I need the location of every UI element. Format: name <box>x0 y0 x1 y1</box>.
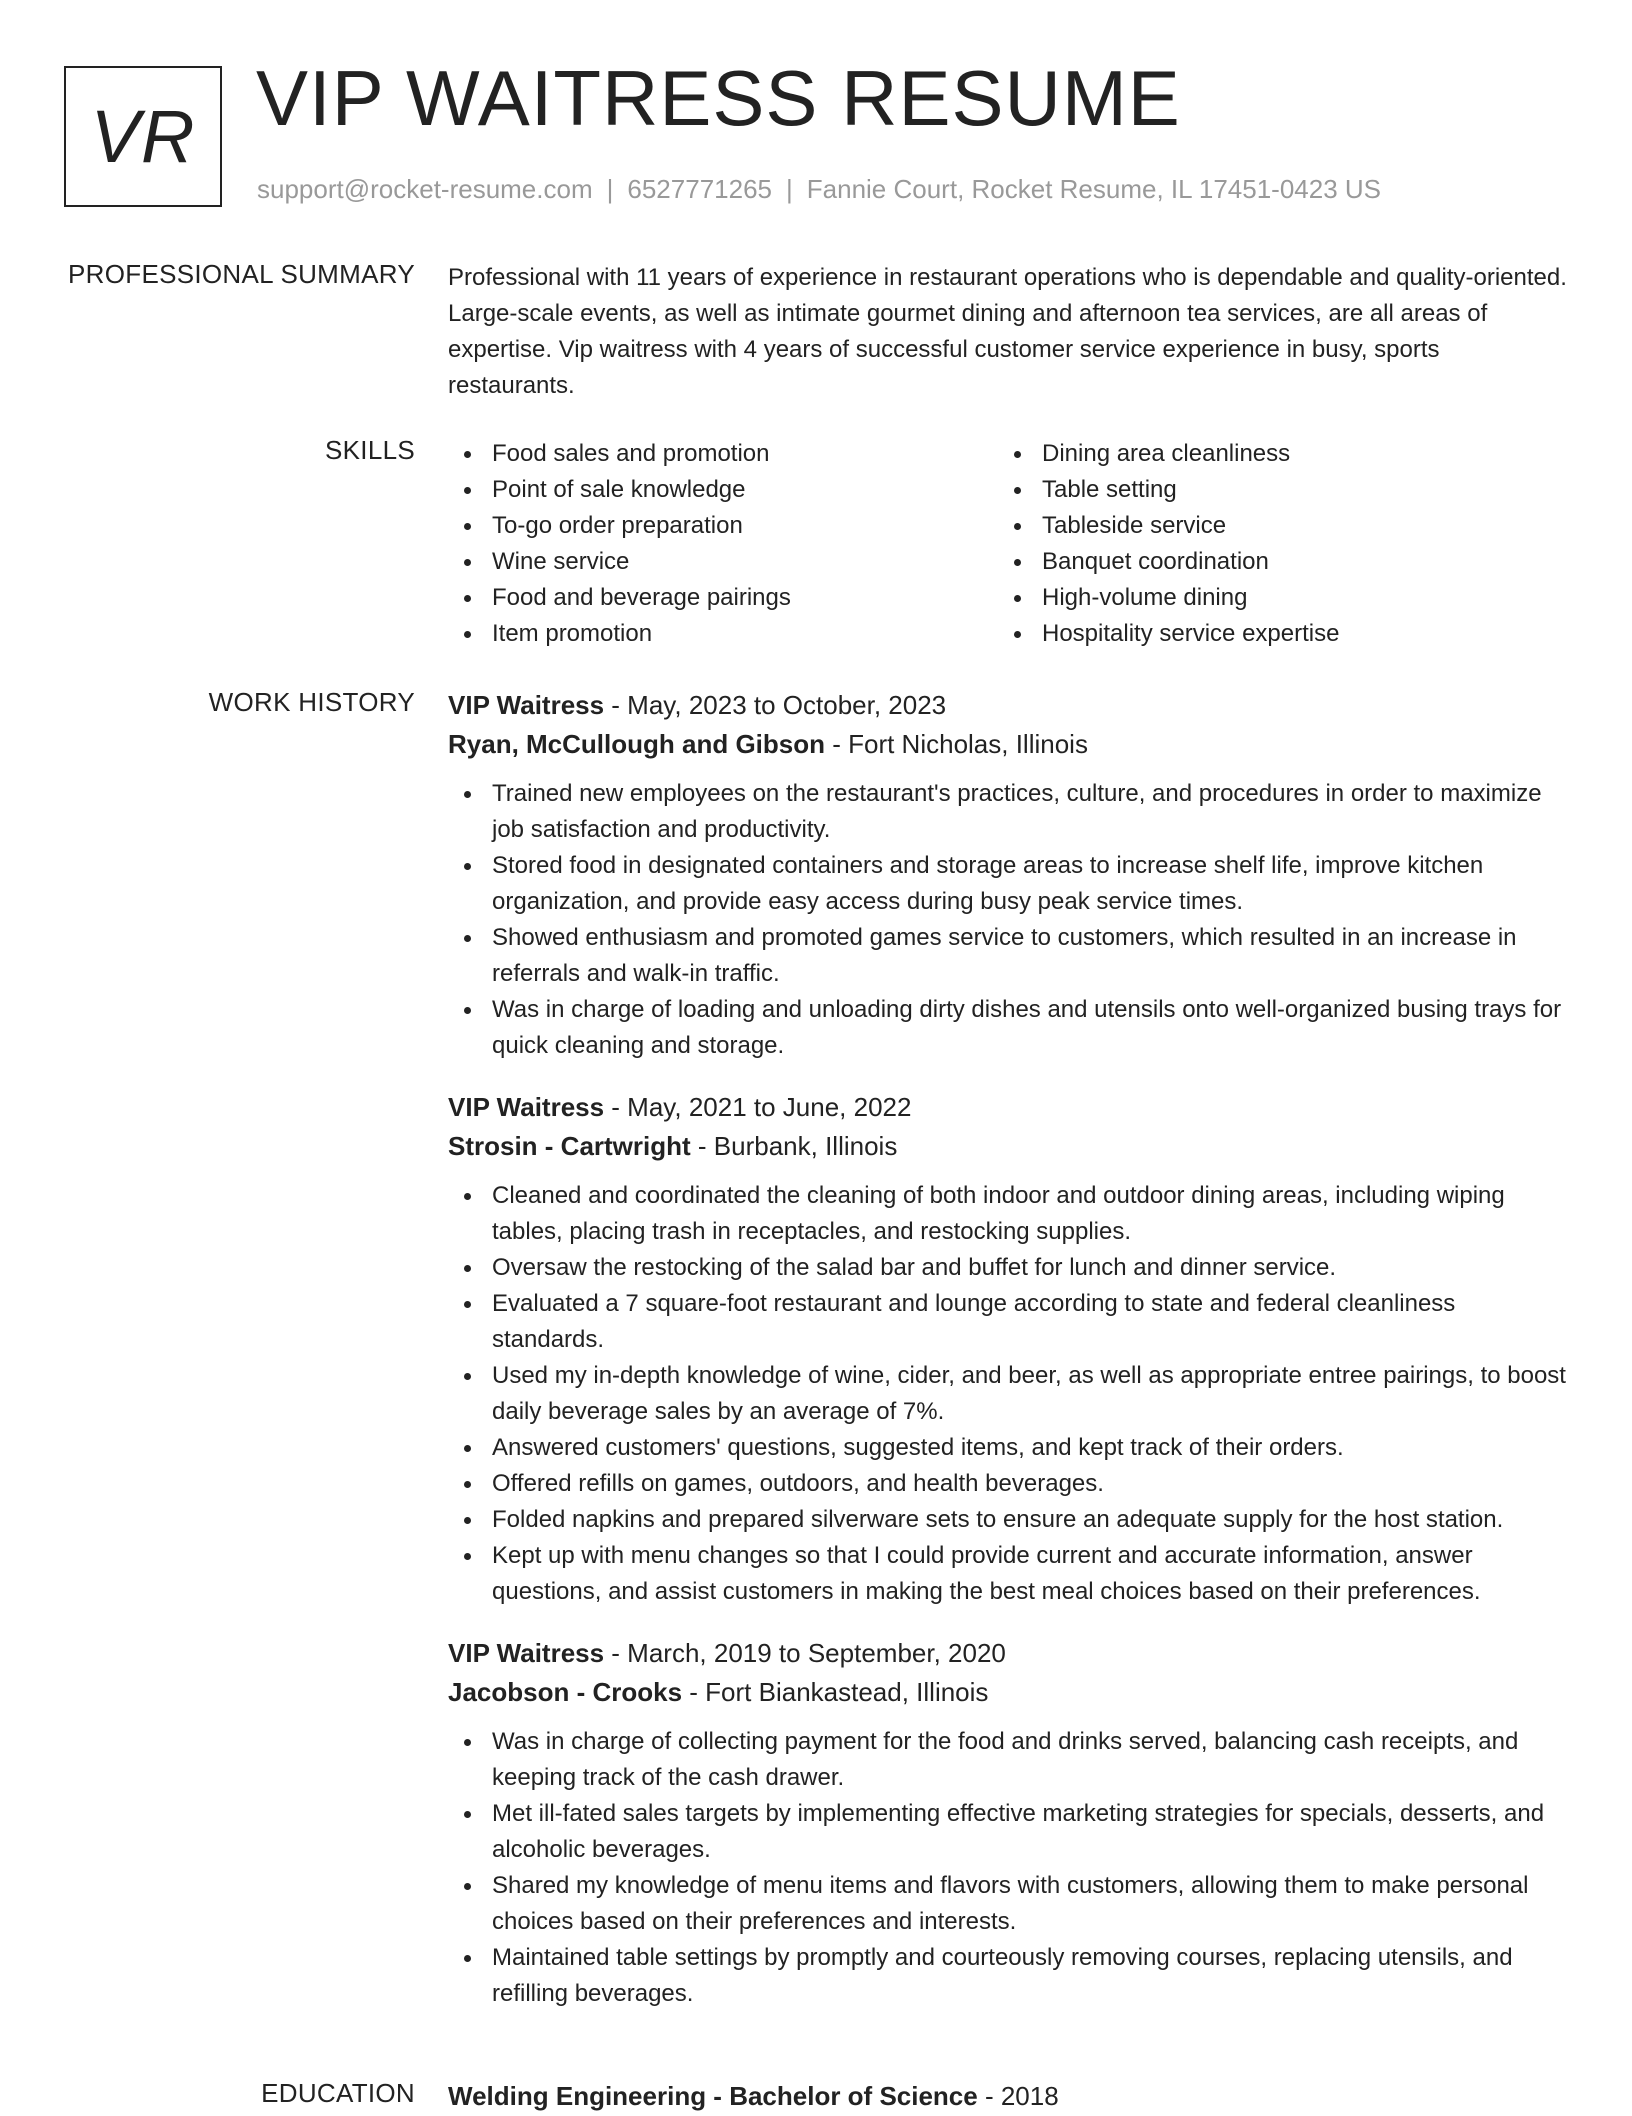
skill-item: High-volume dining <box>998 580 1548 616</box>
job-bullet: Used my in-depth knowledge of wine, cider, and beer, as well as appropriate entree pairings, to boost daily beverage sales by an average of 7%. <box>448 1358 1568 1430</box>
job-bullet-list <box>448 1724 1568 2012</box>
contact-separator: | <box>606 174 614 204</box>
section-label-skills: SKILLS <box>325 435 415 465</box>
job-entry <box>448 1634 1568 2012</box>
job-bullet: Folded napkins and prepared silverware sets to ensure an adequate supply for the host station. <box>448 1502 1568 1538</box>
job-entry <box>448 686 1568 1064</box>
contact-email[interactable]: support@rocket-resume.com <box>257 174 593 204</box>
job-location: - Fort Biankastead, Illinois <box>682 1677 989 1707</box>
job-bullet: Answered customers' questions, suggested items, and kept track of their orders. <box>448 1430 1568 1466</box>
job-title-line <box>448 1634 1568 1673</box>
skill-item: Hospitality service expertise <box>998 616 1548 652</box>
skills-list-left <box>448 436 998 652</box>
skill-item: Point of sale knowledge <box>448 472 998 508</box>
job-dates: - May, 2023 to October, 2023 <box>604 690 947 720</box>
education-entry <box>448 2077 1568 2116</box>
job-bullet: Was in charge of collecting payment for the food and drinks served, balancing cash receipts, and keeping track of the cash drawer. <box>448 1724 1568 1796</box>
job-bullet: Stored food in designated containers and storage areas to increase shelf life, improve kitchen organization, and provide easy access during busy peak service times. <box>448 848 1568 920</box>
job-bullet: Was in charge of loading and unloading dirty dishes and utensils onto well-organized busing trays for quick cleaning and storage. <box>448 992 1568 1064</box>
skill-item: Table setting <box>998 472 1548 508</box>
job-location: - Fort Nicholas, Illinois <box>825 729 1088 759</box>
education-degree: Welding Engineering - Bachelor of Science <box>448 2081 978 2111</box>
job-entry <box>448 1088 1568 1610</box>
job-company: Jacobson - Crooks <box>448 1677 683 1707</box>
skill-item: Wine service <box>448 544 998 580</box>
contact-address: Fannie Court, Rocket Resume, IL 17451-0423 US <box>806 174 1381 204</box>
resume-title: VIP WAITRESS RESUME <box>256 54 1181 142</box>
job-bullet: Evaluated a 7 square-foot restaurant and lounge according to state and federal cleanliness standards. <box>448 1286 1568 1358</box>
job-list <box>448 686 1568 2036</box>
skill-item: To-go order preparation <box>448 508 998 544</box>
job-bullet-list <box>448 776 1568 1064</box>
job-bullet: Met ill-fated sales targets by implementing effective marketing strategies for specials, desserts, and alcoholic beverages. <box>448 1796 1568 1868</box>
job-bullet: Maintained table settings by promptly and courteously removing courses, replacing utensils, and refilling beverages. <box>448 1940 1568 2012</box>
job-bullet: Shared my knowledge of menu items and flavors with customers, allowing them to make personal choices based on their preferences and interests. <box>448 1868 1568 1940</box>
job-company-line <box>448 1673 1568 1712</box>
job-dates: - May, 2021 to June, 2022 <box>604 1092 912 1122</box>
section-label-work: WORK HISTORY <box>208 687 415 717</box>
skills-list-right <box>998 436 1548 652</box>
job-title-line <box>448 686 1568 725</box>
job-title: VIP Waitress <box>448 1638 605 1668</box>
contact-separator: | <box>786 174 793 204</box>
job-location: - Burbank, Illinois <box>690 1131 898 1161</box>
job-bullet: Trained new employees on the restaurant's practices, culture, and procedures in order to maximize job satisfaction and productivity. <box>448 776 1568 848</box>
summary-text: Professional with 11 years of experience in restaurant operations who is dependable and quality-oriented. Large-scale events, as well as intimate gourmet dining and afternoon tea services, are all areas of expertise. Vip waitress with 4 years of successful customer service experience in busy, sports restaurants. <box>448 264 1567 399</box>
contact-line <box>257 174 1381 205</box>
job-bullet: Cleaned and coordinated the cleaning of both indoor and outdoor dining areas, including wiping tables, placing trash in receptacles, and restocking supplies. <box>448 1178 1568 1250</box>
section-label-education: EDUCATION <box>261 2078 415 2108</box>
skill-item: Item promotion <box>448 616 998 652</box>
job-company-line <box>448 1127 1568 1166</box>
skill-item: Food sales and promotion <box>448 436 998 472</box>
skill-item: Food and beverage pairings <box>448 580 998 616</box>
job-bullet: Oversaw the restocking of the salad bar and buffet for lunch and dinner service. <box>448 1250 1568 1286</box>
skill-item: Dining area cleanliness <box>998 436 1548 472</box>
skill-item: Banquet coordination <box>998 544 1548 580</box>
job-dates: - March, 2019 to September, 2020 <box>604 1638 1006 1668</box>
contact-phone: 6527771265 <box>627 174 772 204</box>
job-company: Strosin - Cartwright <box>448 1131 691 1161</box>
monogram-logo: VR <box>64 66 222 207</box>
job-bullet: Showed enthusiasm and promoted games service to customers, which resulted in an increase in referrals and walk-in traffic. <box>448 920 1568 992</box>
job-company-line <box>448 725 1568 764</box>
section-label-summary: PROFESSIONAL SUMMARY <box>68 259 415 289</box>
education-year: - 2018 <box>977 2081 1059 2111</box>
skill-item: Tableside service <box>998 508 1548 544</box>
job-company: Ryan, McCullough and Gibson <box>448 729 825 759</box>
job-title: VIP Waitress <box>448 690 605 720</box>
job-bullet: Offered refills on games, outdoors, and health beverages. <box>448 1466 1568 1502</box>
skills-grid <box>448 436 1568 652</box>
job-title: VIP Waitress <box>448 1092 605 1122</box>
job-bullet-list <box>448 1178 1568 1610</box>
job-bullet: Kept up with menu changes so that I could provide current and accurate information, answer questions, and assist customers in making the best meal choices based on their preferences. <box>448 1538 1568 1610</box>
job-title-line <box>448 1088 1568 1127</box>
